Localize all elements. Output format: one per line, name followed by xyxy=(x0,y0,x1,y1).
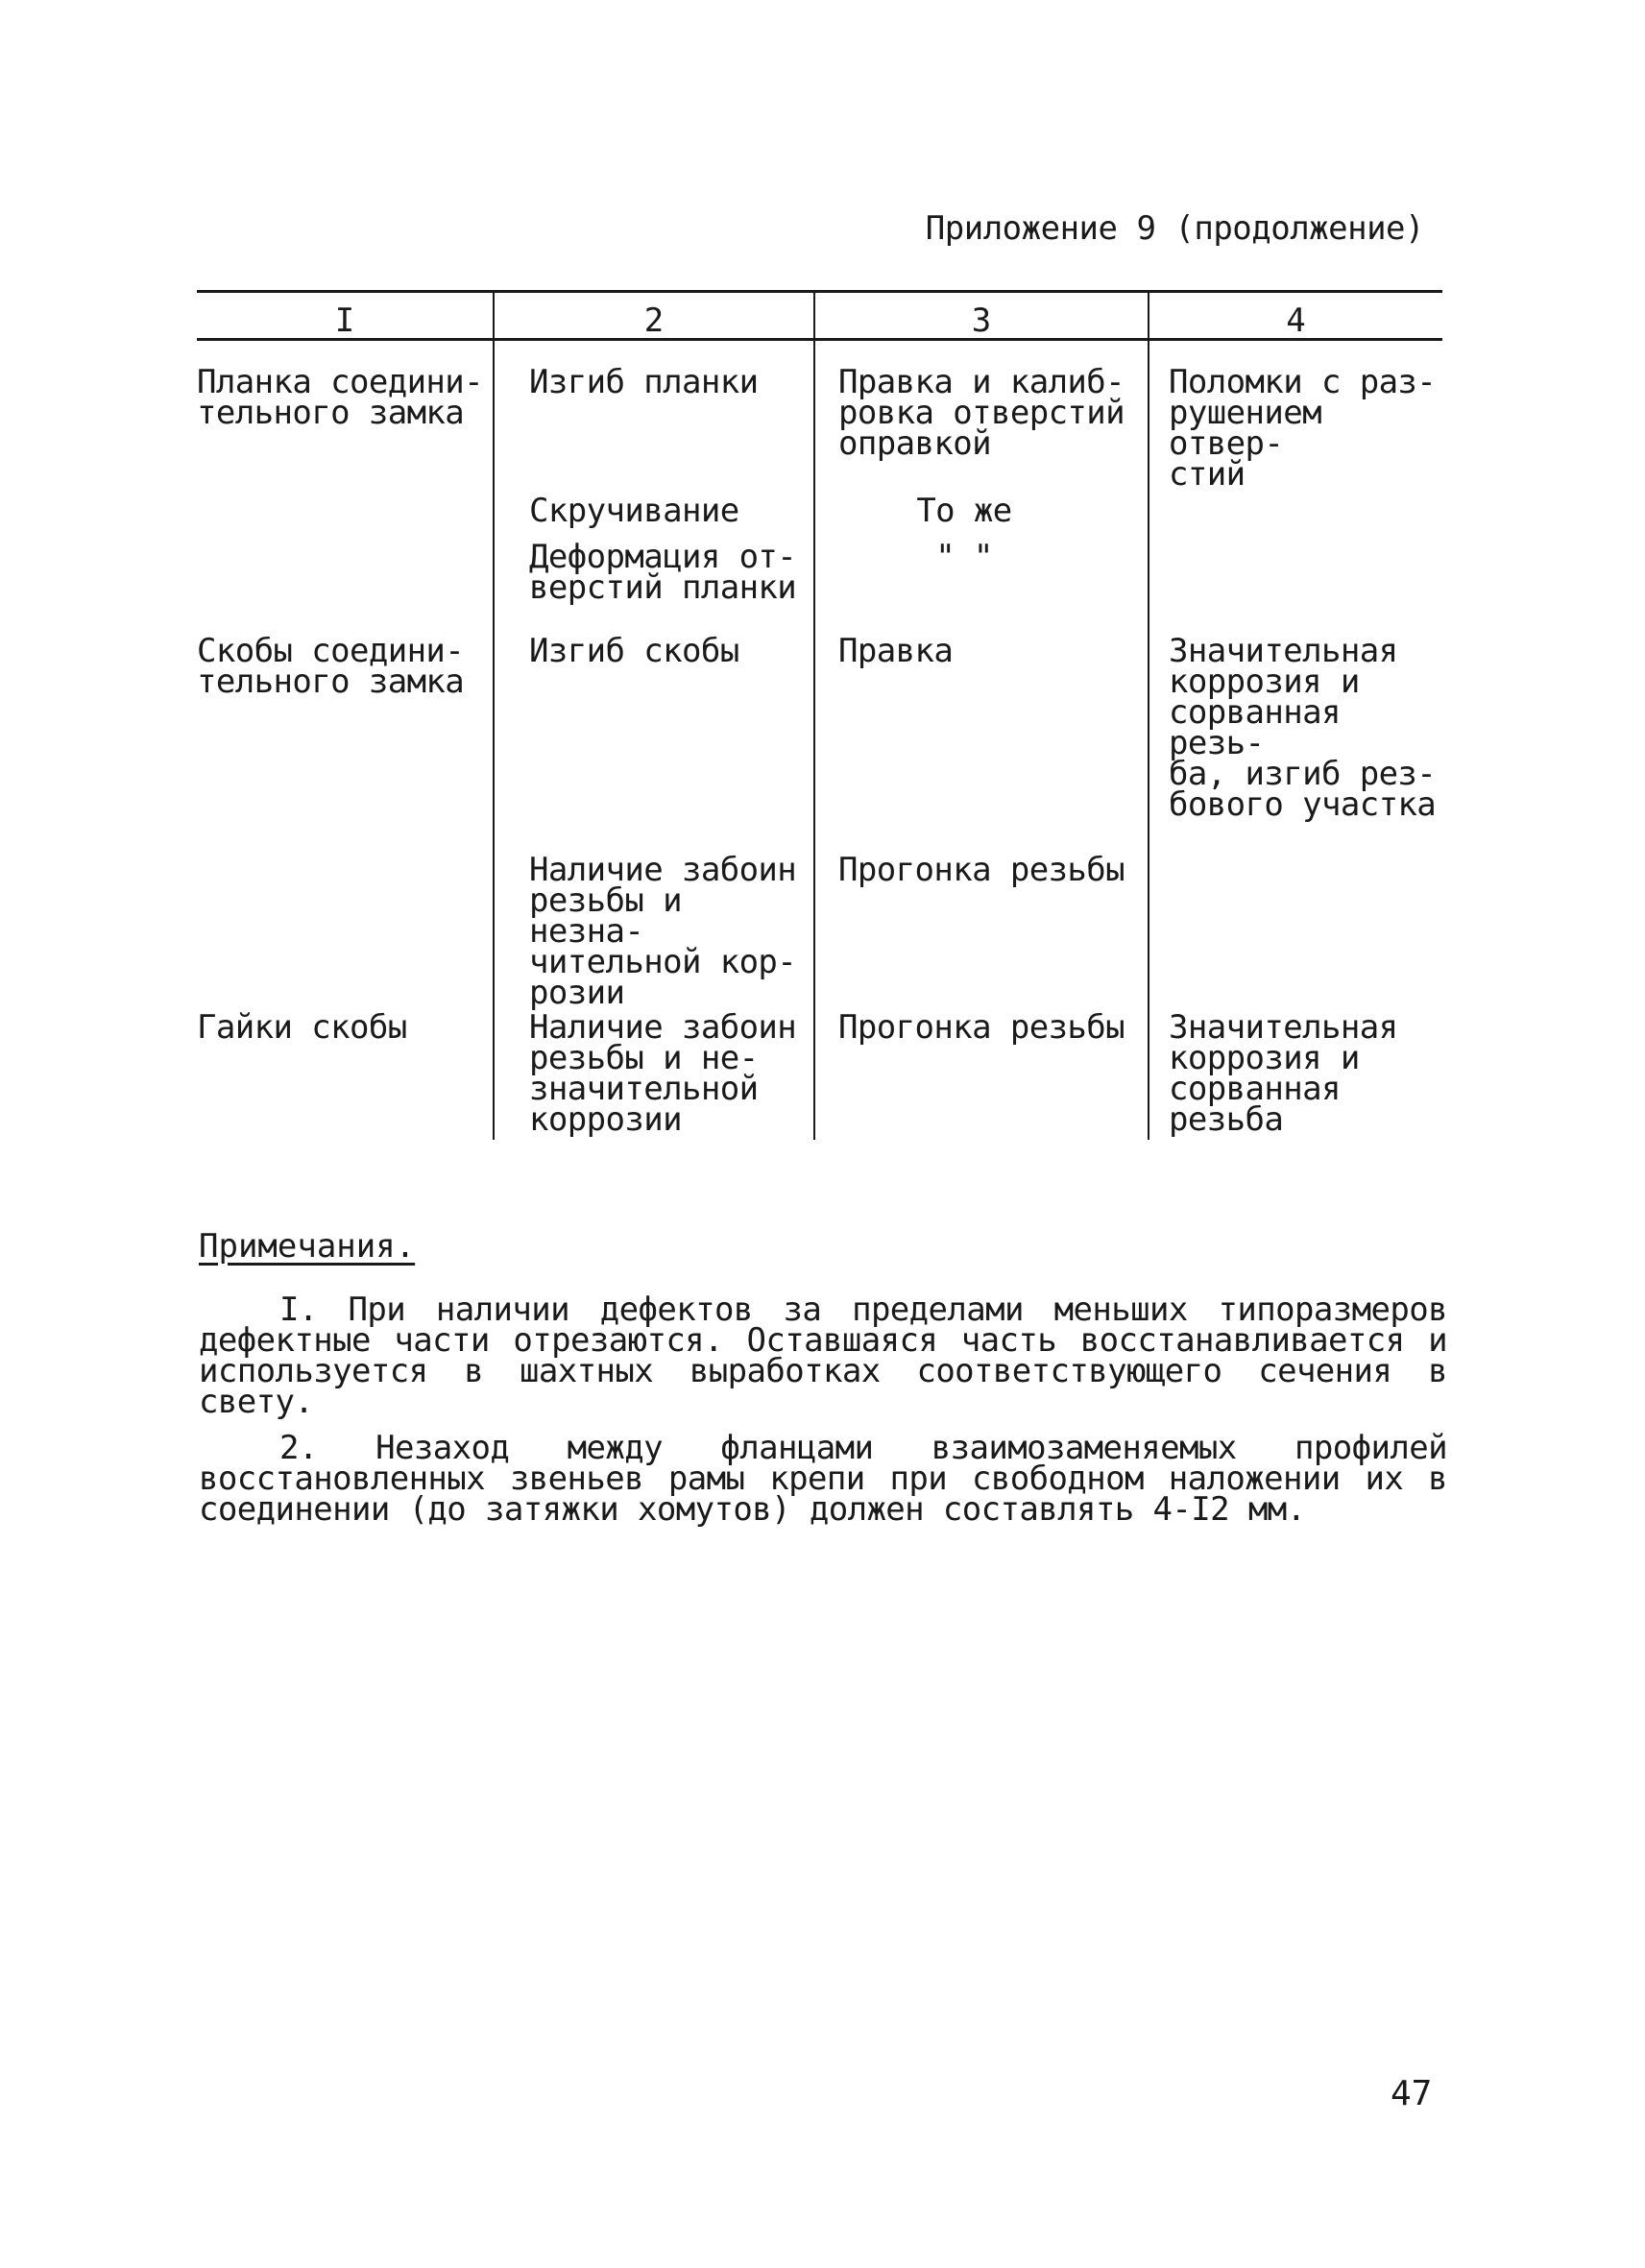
table-cell-method: Правка xyxy=(838,632,954,670)
column-divider-1 xyxy=(493,292,495,1140)
table-cell-defect: Деформация от- верстий планки xyxy=(529,538,797,607)
table-cell-defect: Наличие забоин резьбы и не- значительной коррозии xyxy=(529,1008,797,1139)
column-header-2: 2 xyxy=(643,302,665,340)
table-cell-method: Прогонка резьбы xyxy=(838,1008,1125,1047)
column-divider-3 xyxy=(1148,292,1149,1140)
table-cell-method: Правка и калиб- ровка отверстий оправкой xyxy=(838,363,1125,463)
table-cell-defect: Скручивание xyxy=(529,492,739,530)
table-cell-part: Скобы соедини- тельного замка xyxy=(197,632,465,701)
table-cell-method: То же xyxy=(916,492,1012,530)
note-item: 2. Незаход между фланцами взаимозаменяемых профилей восстановленных звеньев рамы крепи при свободном наложении их в соединении (до затяжки хомутов) должен составлять 4-I2 мм. xyxy=(199,1429,1447,1529)
table-cell-defect: Изгиб планки xyxy=(529,363,759,401)
column-divider-2 xyxy=(813,292,815,1140)
table-cell-part: Планка соедини- тельного замка xyxy=(197,363,484,432)
table-cell-defect: Изгиб скобы xyxy=(529,632,739,670)
table-cell-part: Гайки скобы xyxy=(197,1008,407,1047)
column-header-4: 4 xyxy=(1286,302,1306,340)
note-item: I. При наличии дефектов за пределами меньших типоразмеров дефектные части отрезаются. Оставшаяся часть восстанавливается и используется в шахтных выработках соответствующего сечения в свету. xyxy=(199,1291,1447,1421)
notes-title: Примечания. xyxy=(199,1227,416,1266)
column-header-1: I xyxy=(334,302,355,340)
table-cell-reject: Поломки с раз- рушением отвер- стий xyxy=(1169,363,1437,494)
table-cell-reject: Значительная коррозия и сорванная резьба xyxy=(1169,1008,1398,1139)
appendix-heading: Приложение 9 (продолжение) xyxy=(925,209,1424,248)
table-cell-method: " " xyxy=(935,538,993,576)
column-header-3: 3 xyxy=(971,302,992,340)
table-cell-defect: Наличие забоин резьбы и незна- чительной кор- розии xyxy=(529,851,797,1012)
table-top-rule xyxy=(197,290,1442,293)
table-cell-method: Прогонка резьбы xyxy=(838,851,1125,889)
table-cell-reject: Значительная коррозия и сорванная резь- ба, изгиб рез- бового участка xyxy=(1169,632,1437,824)
page-number: 47 xyxy=(1391,2074,1433,2113)
